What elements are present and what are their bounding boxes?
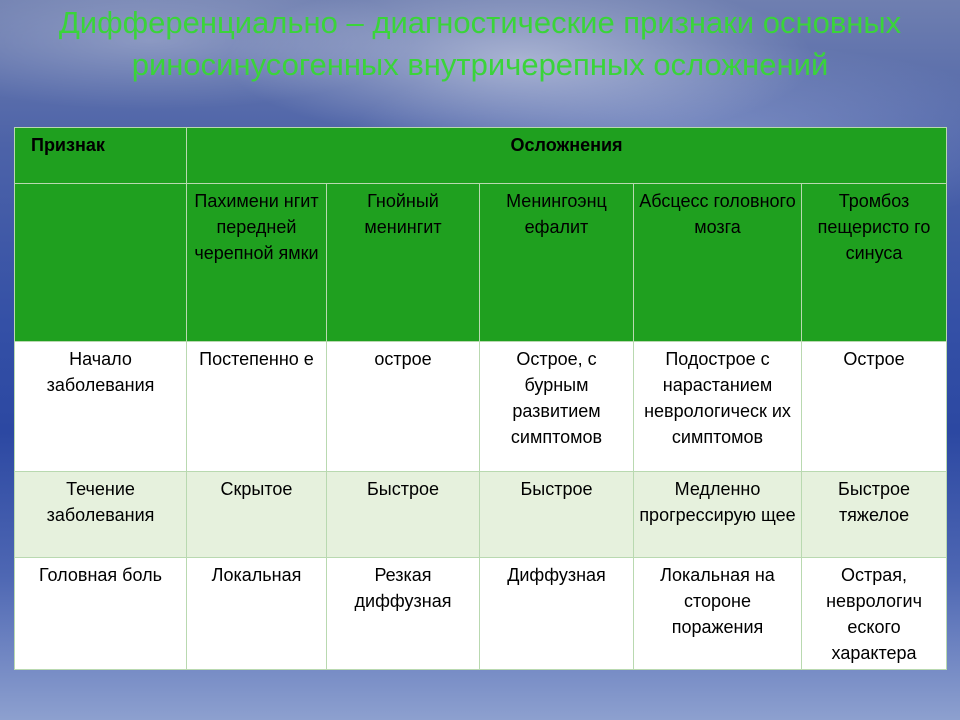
column-header: Менингоэнц ефалит [480, 184, 634, 342]
table-cell: Острое [802, 342, 947, 472]
table-cell: Скрытое [187, 472, 327, 558]
table-row [15, 342, 947, 472]
header-sign: Признак [15, 128, 187, 184]
row-sign: Начало заболевания [15, 342, 187, 472]
table-cell: Быстрое [327, 472, 480, 558]
table-cell: Локальная на стороне поражения [634, 558, 802, 670]
row-sign: Головная боль [15, 558, 187, 670]
table-cell: Постепенно е [187, 342, 327, 472]
column-header-empty [15, 184, 187, 342]
column-header: Гнойный менингит [327, 184, 480, 342]
table-cell: Подострое с нарастанием неврологическ их симптомов [634, 342, 802, 472]
table-cell: Острое, с бурным развитием симптомов [480, 342, 634, 472]
header-complications: Осложнения [187, 128, 947, 184]
row-sign: Течение заболевания [15, 472, 187, 558]
column-header: Пахимени нгит передней черепной ямки [187, 184, 327, 342]
table-cell: Быстрое тяжелое [802, 472, 947, 558]
table-header-row [15, 128, 947, 184]
table-cell: Быстрое [480, 472, 634, 558]
table-cell: Острая, неврологич еского характера [802, 558, 947, 670]
table-cell: острое [327, 342, 480, 472]
column-header: Тромбоз пещеристо го синуса [802, 184, 947, 342]
table-cell: Диффузная [480, 558, 634, 670]
table-cell: Резкая диффузная [327, 558, 480, 670]
diagnostic-table [14, 127, 947, 670]
column-header: Абсцесс головного мозга [634, 184, 802, 342]
slide-title: Дифференциально – диагностические признаки основных риносинусогенных внутричерепных осложнений [58, 5, 902, 82]
table-cell: Медленно прогрессирую щее [634, 472, 802, 558]
table-row [15, 558, 947, 670]
column-header-row [15, 184, 947, 342]
table-cell: Локальная [187, 558, 327, 670]
table-row [15, 472, 947, 558]
